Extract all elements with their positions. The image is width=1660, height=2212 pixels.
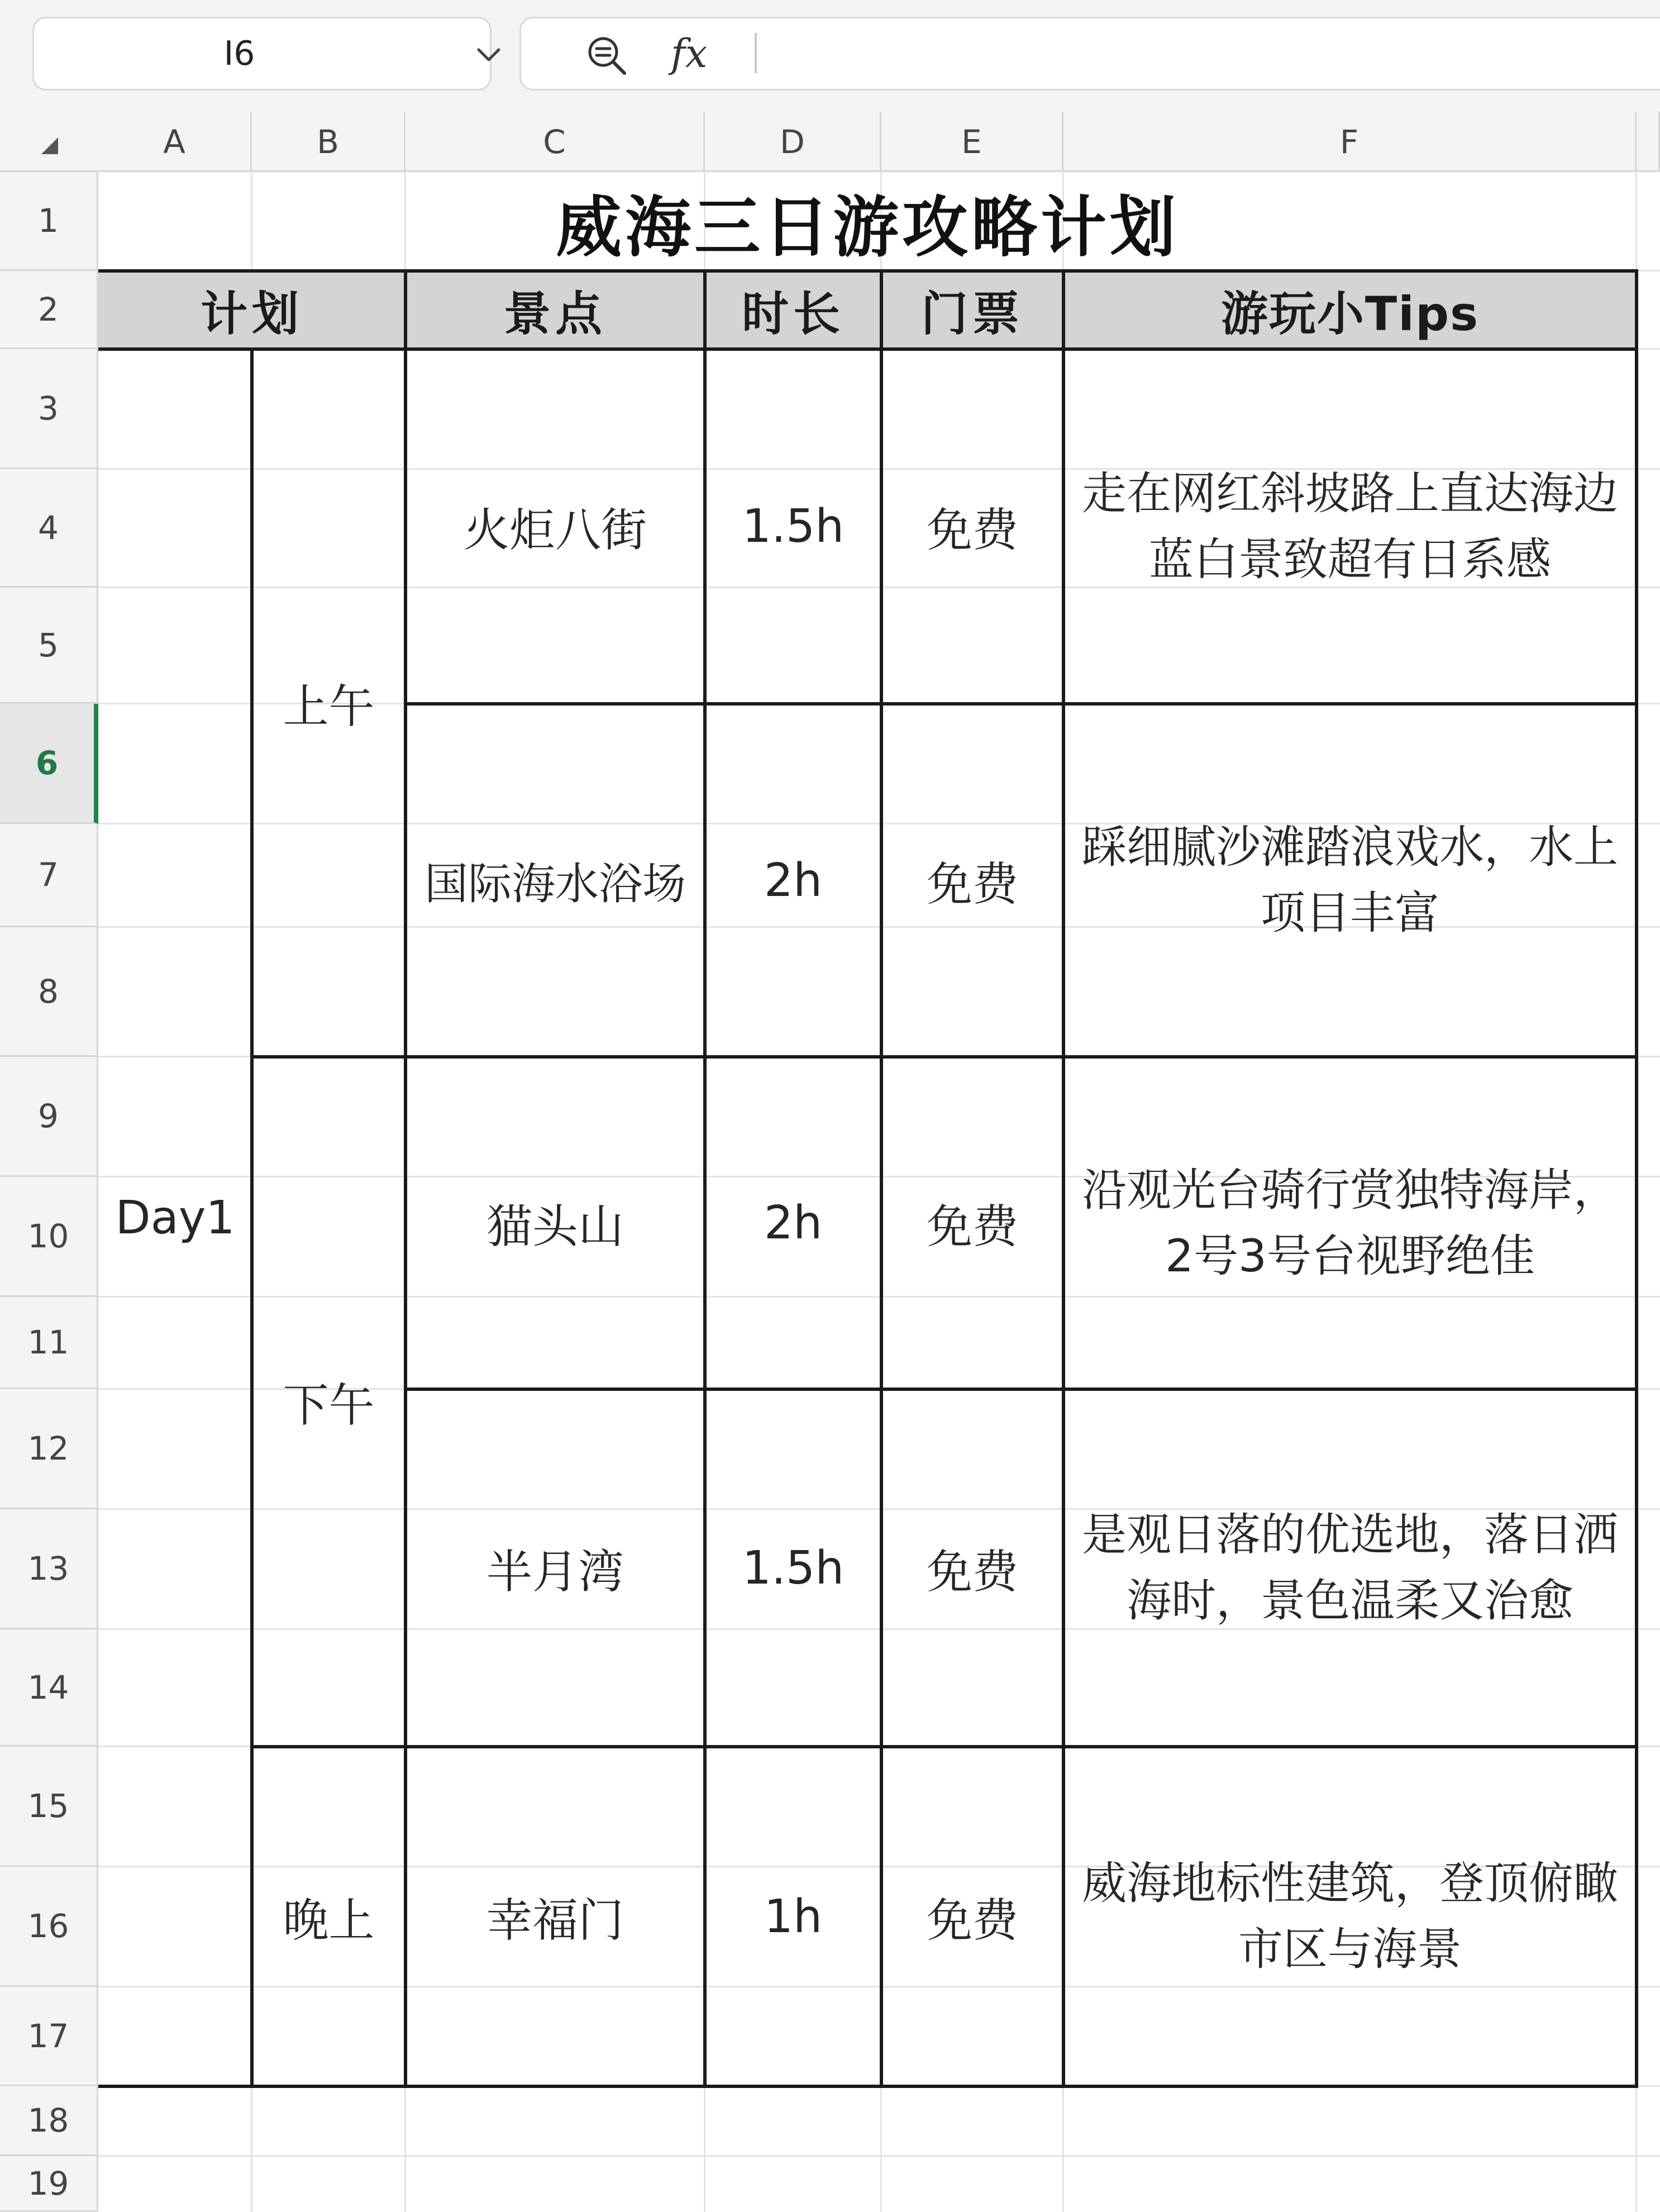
spot-cell[interactable]: 幸福门 — [486, 1894, 624, 1947]
ticket-cell[interactable]: 免费 — [926, 1200, 1018, 1253]
ticket-cell[interactable]: 免费 — [926, 504, 1018, 557]
header-ticket[interactable]: 门票 — [881, 271, 1063, 349]
gridline — [98, 2155, 1660, 2157]
duration-cell[interactable]: 2h — [764, 1196, 823, 1250]
spot-cell[interactable]: 国际海水浴场 — [424, 859, 686, 909]
ticket-cell[interactable]: 免费 — [926, 857, 1018, 911]
row-header-11[interactable]: 11 — [0, 1297, 98, 1389]
ticket-cell[interactable]: 免费 — [926, 1545, 1018, 1599]
duration-cell[interactable]: 1.5h — [742, 1541, 845, 1595]
row-header-15[interactable]: 15 — [0, 1747, 98, 1867]
table-border — [252, 1055, 1638, 1059]
row-header-12[interactable]: 12 — [0, 1389, 98, 1509]
column-header-c[interactable]: C — [406, 112, 705, 172]
column-header-f[interactable]: F — [1063, 112, 1637, 172]
table-border — [1062, 269, 1065, 2088]
table-border — [880, 269, 883, 2088]
row-header-19[interactable]: 19 — [0, 2156, 98, 2212]
table-border — [250, 347, 254, 2088]
period-morning[interactable]: 上午 — [283, 680, 375, 733]
table-border — [98, 347, 1638, 351]
tips-cell[interactable]: 踩细腻沙滩踏浪戏水，水上项目丰富 — [1082, 821, 1618, 939]
name-box[interactable] — [32, 17, 492, 90]
row-header-13[interactable]: 13 — [0, 1509, 98, 1629]
header-spot[interactable]: 景点 — [406, 271, 705, 349]
table-border — [406, 1388, 1638, 1391]
column-header-e[interactable]: E — [881, 112, 1063, 172]
row-header-17[interactable]: 17 — [0, 1987, 98, 2086]
tips-cell[interactable]: 沿观光台骑行赏独特海岸，2号3号台视野绝佳 — [1082, 1164, 1618, 1282]
fx-icon[interactable]: fx — [671, 31, 708, 77]
formula-bar — [0, 0, 1660, 112]
duration-cell[interactable]: 2h — [764, 854, 823, 907]
period-evening[interactable]: 晚上 — [283, 1894, 375, 1947]
table-border — [404, 269, 407, 2088]
row-header-16[interactable]: 16 — [0, 1867, 98, 1987]
row-header-7[interactable]: 7 — [0, 824, 98, 927]
day-cell[interactable]: Day1 — [115, 1191, 235, 1245]
row-header-10[interactable]: 10 — [0, 1177, 98, 1297]
column-header-b[interactable]: B — [252, 112, 406, 172]
column-headers — [0, 112, 1660, 172]
column-header-d[interactable]: D — [705, 112, 881, 172]
table-border — [703, 269, 707, 2088]
table-border — [1635, 269, 1638, 2088]
cell-reference[interactable]: I6 — [223, 34, 255, 73]
tips-cell[interactable]: 是观日落的优选地，落日洒海时，景色温柔又治愈 — [1082, 1509, 1618, 1627]
table-border — [98, 2085, 1638, 2088]
table-border — [252, 1745, 1638, 1748]
formula-input[interactable] — [519, 17, 1660, 90]
formula-caret — [755, 33, 757, 73]
row-header-14[interactable]: 14 — [0, 1629, 98, 1747]
table-border — [98, 269, 1638, 273]
row-header-1[interactable]: 1 — [0, 172, 98, 271]
row-header-6[interactable]: 6 — [0, 704, 98, 824]
spot-cell[interactable]: 火炬八街 — [463, 504, 647, 557]
header-plan[interactable]: 计划 — [98, 271, 406, 349]
row-header-9[interactable]: 9 — [0, 1057, 98, 1177]
row-header-3[interactable]: 3 — [0, 349, 98, 469]
ticket-cell[interactable]: 免费 — [926, 1894, 1018, 1947]
sheet-title[interactable]: 威海三日游攻略计划 — [555, 188, 1179, 266]
row-header-18[interactable]: 18 — [0, 2086, 98, 2156]
row-header-2[interactable]: 2 — [0, 271, 98, 349]
duration-cell[interactable]: 1h — [764, 1890, 823, 1943]
chevron-down-icon[interactable] — [475, 43, 502, 65]
row-header-4[interactable]: 4 — [0, 469, 98, 588]
table-border — [406, 702, 1638, 705]
spot-cell[interactable]: 半月湾 — [486, 1545, 624, 1599]
column-header-a[interactable]: A — [98, 112, 252, 172]
row-header-8[interactable]: 8 — [0, 927, 98, 1057]
zoom-out-icon[interactable] — [585, 34, 628, 77]
header-duration[interactable]: 时长 — [705, 271, 881, 349]
column-header-blank[interactable] — [1637, 112, 1660, 172]
tips-cell[interactable]: 走在网红斜坡路上直达海边蓝白景致超有日系感 — [1082, 467, 1618, 585]
period-afternoon[interactable]: 下午 — [283, 1379, 375, 1432]
row-header-5[interactable]: 5 — [0, 588, 98, 704]
duration-cell[interactable]: 1.5h — [742, 500, 845, 553]
spot-cell[interactable]: 猫头山 — [486, 1200, 624, 1253]
header-tips[interactable]: 游玩小Tips — [1063, 271, 1637, 349]
tips-cell[interactable]: 威海地标性建筑，登顶俯瞰市区与海景 — [1082, 1857, 1618, 1975]
